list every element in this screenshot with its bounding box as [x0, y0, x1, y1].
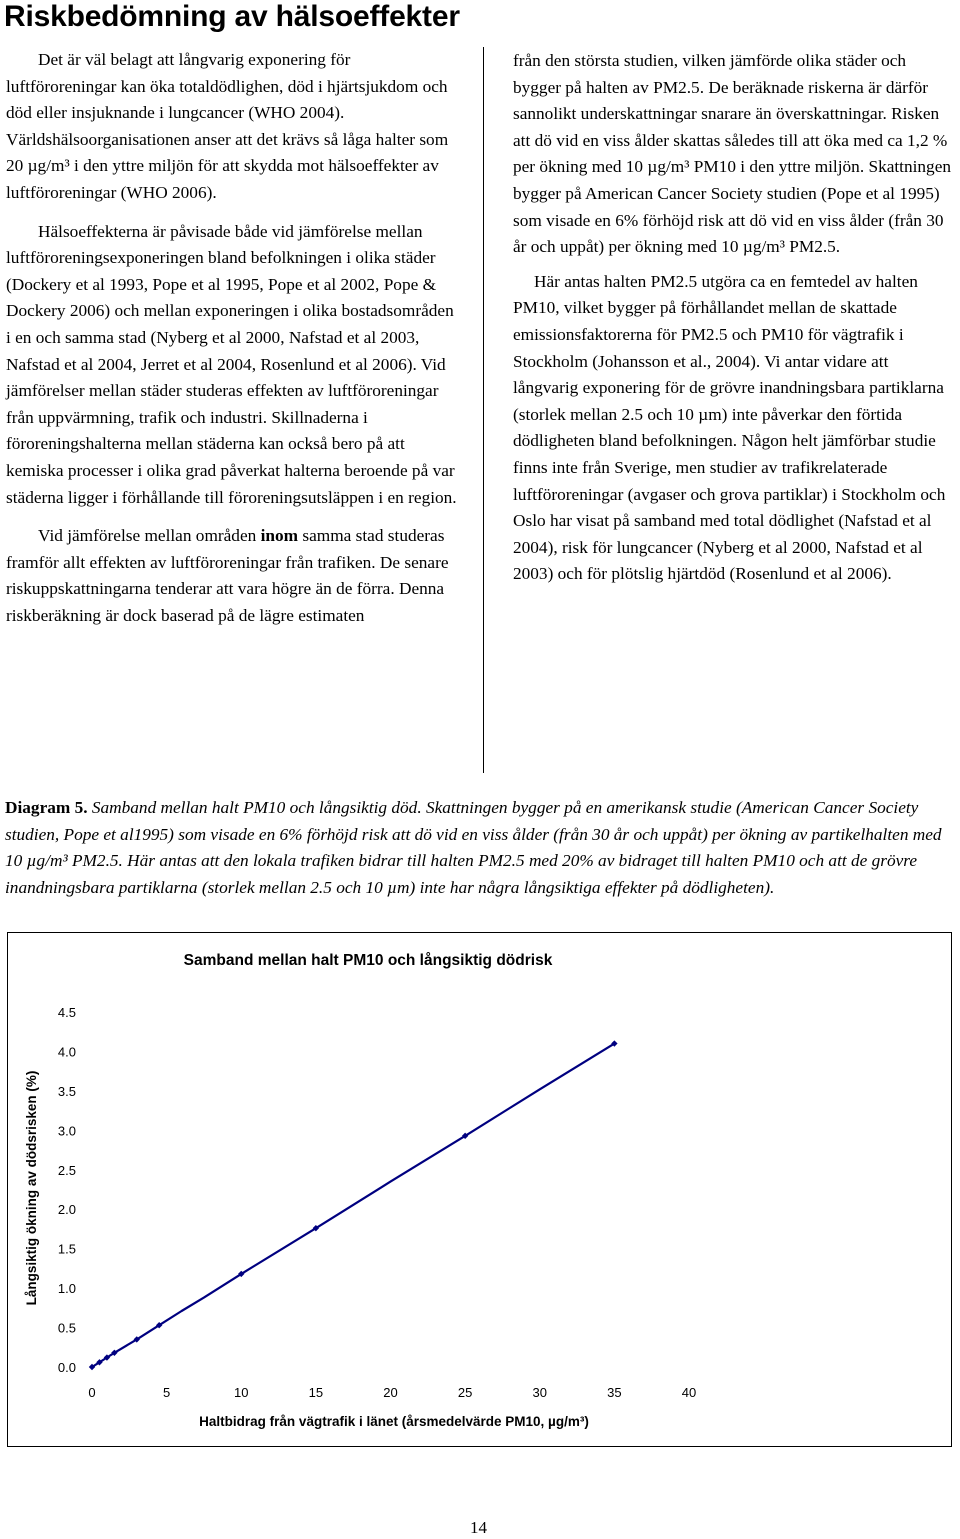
x-tick-label: 15 — [308, 1385, 324, 1400]
y-tick-label: 0.5 — [57, 1320, 76, 1336]
x-tick-label: 5 — [163, 1385, 171, 1400]
column-divider — [483, 47, 484, 773]
x-tick-label: 0 — [88, 1385, 96, 1400]
y-axis-label: Långsiktig ökning av dödsrisken (%) — [24, 1070, 39, 1306]
p3-text-before: Vid jämförelse mellan områden — [38, 526, 261, 546]
caption-text: Samband mellan halt PM10 och långsiktig död. Skattningen bygger på en amerikansk studie (American Cancer Society studien, Pope et al1995) som visade en 6% förhöjd risk att dö vid en viss ålder (från 30 år och uppåt) per ökning av partikelhalten med 10 µg/m³ PM2.5. Här antas att den lokala trafiken bidrar till halten PM2.5 med 20% av bidraget till halten PM10 och att de grövre inandningsbara partiklarna (storlek mellan 2.5 och 10 µm) inte har några långsiktiga effekter på dödligheten). — [5, 798, 942, 897]
p3-emphasis: inom — [260, 526, 299, 546]
y-tick-label: 3.0 — [57, 1123, 76, 1139]
right-column — [513, 48, 956, 588]
x-tick-label: 40 — [681, 1385, 697, 1400]
line-chart — [8, 933, 951, 1446]
right-paragraph-2: Här antas halten PM2.5 utgöra ca en femtedel av halten PM10, vilket bygger på förhållandet mellan de skattade emissionsfaktorerna för PM2.5 och PM10 för vägtrafik i Stockholm (Johansson et al., 2004). Vi antar vidare att långvarig exponering för de grövre inandningsbara partiklarna (storlek mellan 2.5 och 10 µm) inte påverkar den förtida dödligheten bland befolkningen. Någon helt jämförbar studie finns inte från Sverige, men studier av trafikrelaterade luftföroreningar (avgaser och grova partiklar) i Stockholm och Oslo har visat på samband med total dödlighet (Nafstad et al 2004), risk för lungcancer (Nyberg et al 2000, Nafstad et al 2003) och för plötslig hjärtdöd (Rosenlund et al 2006). — [513, 271, 946, 584]
x-tick-label: 10 — [234, 1385, 249, 1400]
left-paragraph-1: Det är väl belagt att långvarig exponering för luftföroreningar kan öka totaldödlighen, död i hjärtsjukdom och död eller insjuknande i lungcancer (WHO 2004). Världshälsoorganisationen anser att det krävs så låga halter som 20 µg/m³ i den yttre miljön för att skydda mot hälsoeffekter av luftföroreningar (WHO 2006). — [6, 50, 449, 202]
y-tick-label: 2.5 — [57, 1162, 76, 1178]
figure-caption — [5, 795, 955, 901]
chart-title: Samband mellan halt PM10 och långsiktig dödrisk — [183, 952, 553, 969]
chart-frame — [7, 932, 952, 1447]
series-line — [92, 1044, 614, 1367]
left-paragraph-3 — [6, 523, 458, 629]
y-tick-label: 1.5 — [57, 1241, 76, 1257]
x-axis-label: Haltbidrag från vägtrafik i länet (årsmedelvärde PM10, µg/m³) — [199, 1414, 589, 1429]
page-heading: Riskbedömning av hälsoeffekter — [4, 0, 460, 33]
y-tick-label: 0.0 — [57, 1360, 76, 1375]
x-tick-label: 20 — [383, 1385, 398, 1400]
p3-text-after: samma stad studeras framför allt effekten av luftföroreningar från trafiken. De senare riskuppskattningarna tenderar att vara högre än de förra. Denna riskberäkning är dock baserad på de lägre estimaten — [6, 526, 449, 625]
x-tick-label: 35 — [607, 1385, 622, 1400]
caption-label: Diagram 5. — [5, 798, 88, 817]
y-tick-label: 4.0 — [57, 1044, 76, 1060]
y-tick-label: 1.0 — [57, 1281, 76, 1297]
left-paragraph-2: Hälsoeffekterna är påvisade både vid jämförelse mellan luftföroreningsexponeringen bland befolkningen i olika städer (Dockery et al 1993, Pope et al 1995, Pope et al 2002, Pope & Dockery 2006) och mellan exponeringen i olika bostadsområden i en och samma stad (Nyberg et al 2000, Nafstad et al 2003, Nafstad et al 2004, Jerret et al 2004, Rosenlund et al 2006). Vid jämförelser mellan städer studeras effekten av luftföroreningar från uppvärmning, trafik och industri. Skillnaderna i föroreningshalterna mellan städerna kan också bero på att kemiska processer i olika grad påverkat halterna beroende på var städerna ligger i förhållande till föroreningsutsläppen i en region. — [6, 221, 457, 507]
x-tick-label: 25 — [457, 1385, 473, 1400]
right-paragraph-1: från den största studien, vilken jämförde olika städer och bygger på halten av PM2.5. De beräknade riskerna är därför sannolikt underskattningar snarare än överskattningar. Risken att dö vid en viss ålder skattas således till att öka med ca 1,2 % per ökning med 10 µg/m³ PM10 i den yttre miljön. Skattningen bygger på American Cancer Society studien (Pope et al 1995) som visade en 6% förhöjd risk att dö vid en viss ålder (från 30 år och uppåt) per ökning med 10 µg/m³ PM2.5. — [513, 51, 952, 257]
y-tick-label: 3.5 — [57, 1083, 76, 1099]
left-column — [6, 47, 458, 629]
x-tick-label: 30 — [532, 1385, 547, 1400]
y-tick-label: 2.0 — [57, 1202, 76, 1218]
page-number: 14 — [470, 1518, 487, 1537]
y-tick-label: 4.5 — [57, 1005, 76, 1020]
